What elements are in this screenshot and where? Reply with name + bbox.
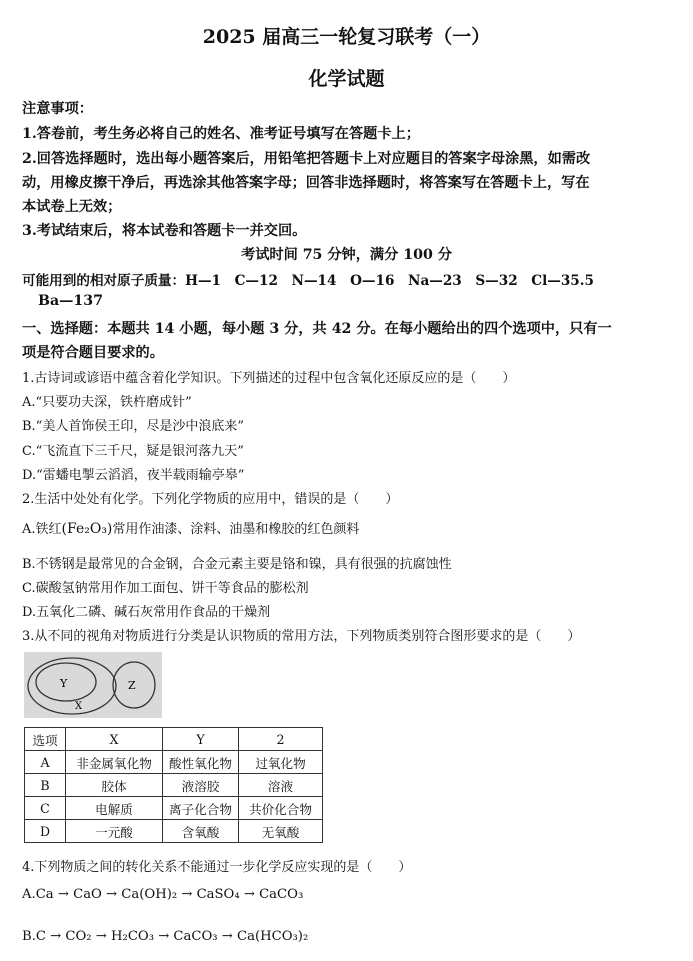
q1-option-c: C.“飞流直下三千尺，疑是银河落九天” [22, 444, 244, 459]
notice-line-2c: 本试卷上无效； [22, 199, 122, 215]
q3-stem: 3.从不同的视角对物质进行分类是认识物质的常用方法，下列物质类别符合图形要求的是（ ） [22, 629, 581, 644]
table-header-cell: 选项 [25, 728, 66, 751]
notice-line-3: 3.考试结束后，将本试卷和答题卡一并交回。 [22, 223, 307, 239]
q1-option-d: D.“雷蟠电掣云滔滔，夜半载雨输亭皋” [22, 468, 245, 483]
venn-label-x: X [75, 701, 83, 712]
notice-heading: 注意事项： [22, 101, 93, 117]
section-heading-line-2: 项是符合题目要求的。 [22, 345, 164, 361]
table-row [25, 774, 323, 797]
table-row [25, 751, 323, 774]
venn-circle-x [28, 658, 116, 714]
notice-line-1: 1.答卷前，考生务必将自己的姓名、准考证号填写在答题卡上； [22, 126, 420, 142]
table-cell: 液溶胶 [163, 774, 239, 797]
q2-option-c: C.碳酸氢钠常用作加工面包、饼干等食品的膨松剂 [22, 581, 309, 596]
table-cell: C [25, 797, 66, 820]
table-cell: 电解质 [66, 797, 163, 820]
atomic-masses-cont: Ba—137 [38, 293, 103, 309]
section-heading-line-1: 一、选择题：本题共 14 小题，每小题 3 分，共 42 分。在每小题给出的四个选项中，只有一 [22, 321, 612, 337]
table-cell: 离子化合物 [163, 797, 239, 820]
q4-stem: 4.下列物质之间的转化关系不能通过一步化学反应实现的是（ ） [22, 860, 412, 875]
table-header-row [25, 728, 323, 751]
atomic-masses: 可能用到的相对原子质量：H—1 C—12 N—14 O—16 Na—23 S—32 Cl—35.5 [22, 273, 594, 289]
table-cell: 溶液 [239, 774, 323, 797]
table-row [25, 820, 323, 843]
notice-line-2a: 2.回答选择题时，选出每小题答案后，用铅笔把答题卡上对应题目的答案字母涂黑，如需改 [22, 151, 591, 167]
table-cell: 非金属氧化物 [66, 751, 163, 774]
table-cell: 含氧酸 [163, 820, 239, 843]
q1-option-a: A.“只要功夫深，铁杵磨成针” [22, 395, 192, 410]
q2-option-a-prefix: A.铁红 [22, 522, 62, 537]
table-cell: B [25, 774, 66, 797]
table-cell: A [25, 751, 66, 774]
exam-subject: 化学试题 [308, 68, 385, 90]
q2-option-a [22, 518, 359, 537]
table-row [25, 797, 323, 820]
q2-stem: 2.生活中处处有化学。下列化学物质的应用中，错误的是（ ） [22, 492, 399, 507]
q2-option-a-text: 常用作油漆、涂料、油墨和橡胶的红色颜料 [112, 522, 360, 537]
notice-line-2b: 动，用橡皮擦干净后，再选涂其他答案字母；回答非选择题时，将答案写在答题卡上，写在 [22, 175, 590, 191]
q2-option-b: B.不锈钢是最常见的合金钢，合金元素主要是铬和镍，具有很强的抗腐蚀性 [22, 557, 452, 572]
q2-option-a-formula: (Fe₂O₃) [61, 521, 113, 537]
table-header-cell: 2 [239, 728, 323, 751]
table-cell: 胶体 [66, 774, 163, 797]
q1-option-b: B.“美人首饰侯王印，尽是沙中浪底来” [22, 419, 244, 434]
q3-options-table [24, 727, 323, 843]
venn-label-z: Z [128, 679, 136, 692]
q4-option-b: B.C → CO₂ → H₂CO₃ → CaCO₃ → Ca(HCO₃)₂ [22, 929, 309, 944]
venn-diagram-svg [24, 652, 162, 718]
table-header-cell: X [66, 728, 163, 751]
table-header-cell: Y [163, 728, 239, 751]
table-cell: 酸性氧化物 [163, 751, 239, 774]
q1-stem: 1.古诗词或谚语中蕴含着化学知识。下列描述的过程中包含氧化还原反应的是（ ） [22, 371, 516, 386]
exam-title: 2025 届高三一轮复习联考（一） [202, 26, 491, 48]
venn-diagram [24, 652, 162, 718]
table-cell: 过氧化物 [239, 751, 323, 774]
table-cell: 无氧酸 [239, 820, 323, 843]
table-cell: 共价化合物 [239, 797, 323, 820]
table-cell: 一元酸 [66, 820, 163, 843]
table-cell: D [25, 820, 66, 843]
exam-time: 考试时间 75 分钟，满分 100 分 [241, 247, 452, 263]
q4-option-a: A.Ca → CaO → Ca(OH)₂ → CaSO₄ → CaCO₃ [22, 887, 304, 902]
q2-option-d: D.五氧化二磷、碱石灰常用作食品的干燥剂 [22, 605, 271, 620]
venn-label-y: Y [60, 677, 68, 690]
